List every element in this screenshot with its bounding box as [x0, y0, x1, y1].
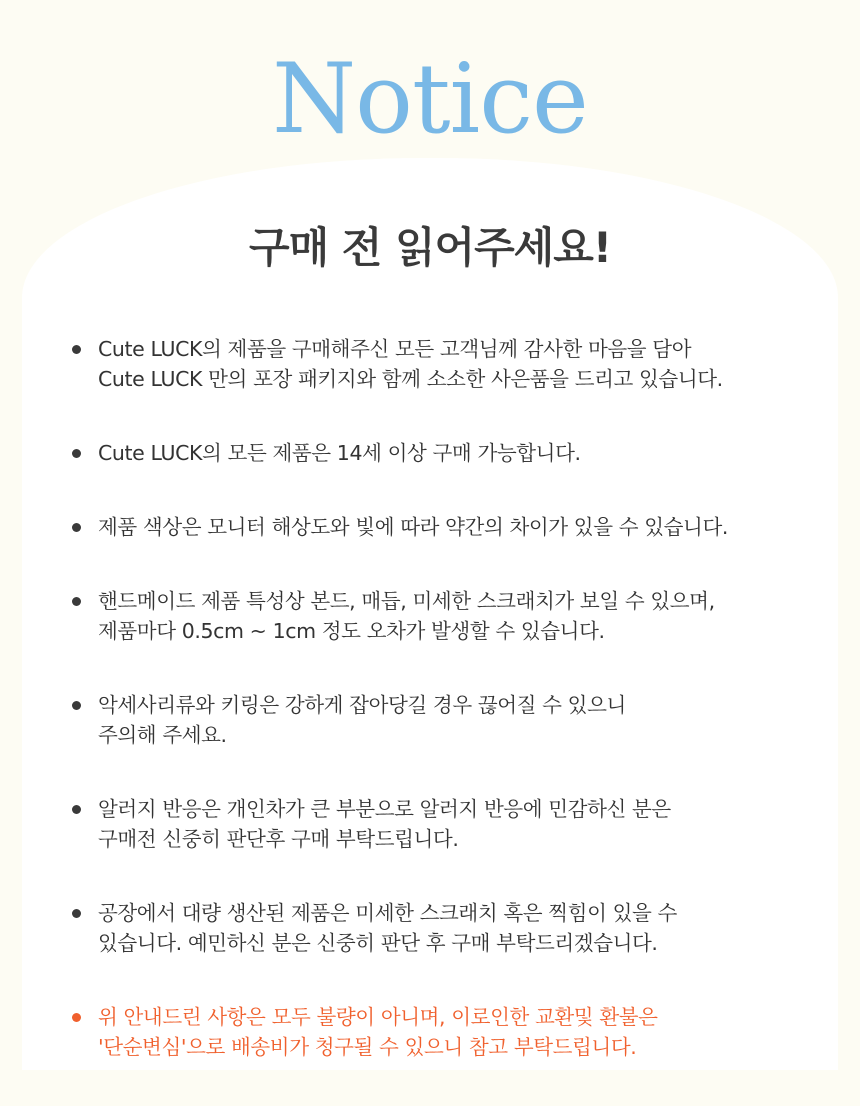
- bullet-icon: [72, 701, 81, 710]
- notice-line: 알러지 반응은 개인차가 큰 부분으로 알러지 반응에 민감하신 분은: [98, 797, 671, 821]
- bullet-icon: [72, 449, 81, 458]
- bullet-icon: [72, 805, 81, 814]
- notice-line: 악세사리류와 키링은 강하게 잡아당길 경우 끊어질 수 있으니: [98, 693, 626, 717]
- page-title: Notice: [272, 43, 588, 155]
- notice-item-thanks: [70, 334, 830, 394]
- bullet-icon: [72, 1013, 81, 1022]
- notice-line: '단순변심'으로 배송비가 청구될 수 있으니 참고 부탁드립니다.: [98, 1035, 637, 1059]
- notice-line: 위 안내드린 사항은 모두 불량이 아니며, 이로인한 교환및 환불은: [98, 1005, 658, 1029]
- bullet-icon: [72, 909, 81, 918]
- notice-line: 공장에서 대량 생산된 제품은 미세한 스크래치 혹은 찍힘이 있을 수: [98, 901, 677, 925]
- notice-line: 핸드메이드 제품 특성상 본드, 매듭, 미세한 스크래치가 보일 수 있으며,: [98, 589, 715, 613]
- notice-item-refund-warning: [70, 1002, 830, 1062]
- notice-item-age: [70, 438, 830, 468]
- notice-line: 제품마다 0.5cm ~ 1cm 정도 오차가 발생할 수 있습니다.: [98, 619, 605, 643]
- notice-item-color: [70, 512, 830, 542]
- notice-line: Cute LUCK 만의 포장 패키지와 함께 소소한 사은품을 드리고 있습니다.: [98, 367, 723, 391]
- bullet-icon: [72, 597, 81, 606]
- notice-item-handmade: [70, 586, 830, 646]
- notice-item-allergy: [70, 794, 830, 854]
- notice-line: 있습니다. 예민하신 분은 신중히 판단 후 구매 부탁드리겠습니다.: [98, 931, 658, 955]
- bullet-icon: [72, 523, 81, 532]
- notice-line: Cute LUCK의 모든 제품은 14세 이상 구매 가능합니다.: [98, 441, 581, 465]
- notice-list: [70, 334, 830, 1106]
- notice-item-accessory: [70, 690, 830, 750]
- notice-line: 주의해 주세요.: [98, 723, 227, 747]
- notice-line: Cute LUCK의 제품을 구매해주신 모든 고객님께 감사한 마음을 담아: [98, 337, 692, 361]
- notice-item-scratch: [70, 898, 830, 958]
- notice-subtitle: 구매 전 읽어주세요!: [249, 223, 611, 272]
- bullet-icon: [72, 345, 81, 354]
- notice-line: 구매전 신중히 판단후 구매 부탁드립니다.: [98, 827, 459, 851]
- notice-line: 제품 색상은 모니터 해상도와 빛에 따라 약간의 차이가 있을 수 있습니다.: [98, 515, 728, 539]
